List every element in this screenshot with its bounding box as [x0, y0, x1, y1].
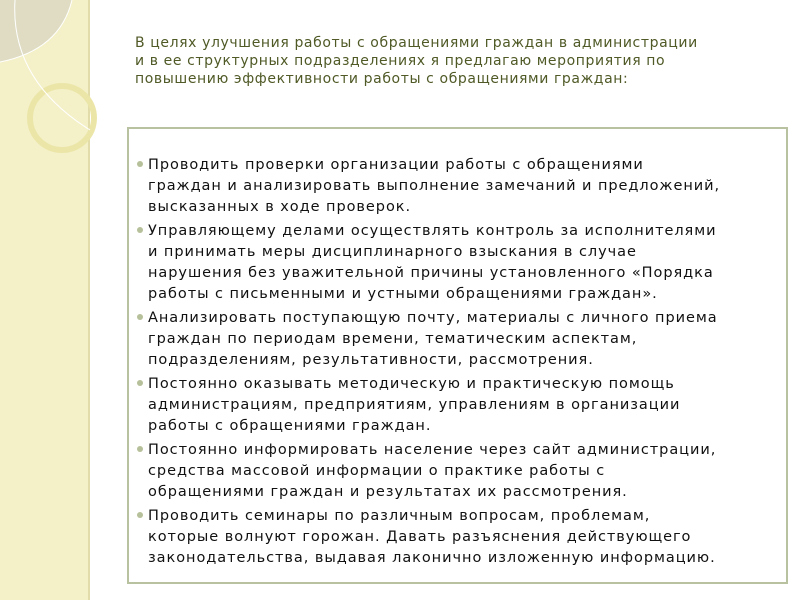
bullet-icon: [137, 161, 143, 167]
bullet-line: которые волнуют горожан. Давать разъяснения действующего: [148, 529, 692, 545]
title-line: и в ее структурных подразделениях я предлагаю мероприятия по: [135, 53, 666, 69]
bullet-line: Постоянно оказывать методическую и практическую помощь: [148, 376, 675, 392]
bullet-line: Проводить проверки организации работы с обращениями: [148, 157, 644, 173]
title-line: повышению эффективности работы с обращениями граждан:: [135, 71, 629, 87]
bullet-line: нарушения без уважительной причины установленного «Порядка: [148, 265, 714, 281]
bullet-line: администрациям, предприятиям, управлениям в организации: [148, 397, 681, 413]
bullet-line: граждан и анализировать выполнение замечаний и предложений,: [148, 178, 721, 194]
bullet-line: Управляющему делами осуществлять контроль за исполнителями: [148, 223, 717, 239]
bullet-line: Анализировать поступающую почту, материалы с личного приема: [148, 310, 718, 326]
bullet-line: работы с обращениями граждан.: [148, 418, 432, 434]
bullet-line: высказанных в ходе проверок.: [148, 199, 412, 215]
bullet-icon: [137, 380, 143, 386]
slide-title: [135, 34, 785, 88]
title-line: В целях улучшения работы с обращениями граждан в администрации: [135, 35, 698, 51]
bullet-item: [136, 440, 720, 503]
bullet-item: [136, 221, 720, 305]
bullet-line: Постоянно информировать население через сайт администрации,: [148, 442, 717, 458]
bullet-icon: [137, 227, 143, 233]
bullet-icon: [137, 446, 143, 452]
bullet-icon: [137, 512, 143, 518]
decorative-circles: [0, 0, 100, 170]
bullet-item: [136, 506, 720, 569]
bullet-line: и принимать меры дисциплинарного взыскания в случае: [148, 244, 637, 260]
bullet-item: [136, 155, 720, 218]
bullet-line: средства массовой информации о практике работы с: [148, 463, 606, 479]
bullet-line: граждан по периодам времени, тематическим аспектам,: [148, 331, 638, 347]
bullet-line: подразделениям, результативности, рассмотрения.: [148, 352, 594, 368]
bullet-item: [136, 308, 720, 371]
bullet-item: [136, 374, 720, 437]
bullet-line: Проводить семинары по различным вопросам, проблемам,: [148, 508, 651, 524]
bullet-line: работы с письменными и устными обращениями граждан».: [148, 286, 658, 302]
bullet-icon: [137, 314, 143, 320]
bullet-line: законодательства, выдавая лаконично изложенную информацию.: [148, 550, 716, 566]
bullet-list: [136, 155, 720, 572]
bullet-line: обращениями граждан и результатах их рассмотрения.: [148, 484, 628, 500]
